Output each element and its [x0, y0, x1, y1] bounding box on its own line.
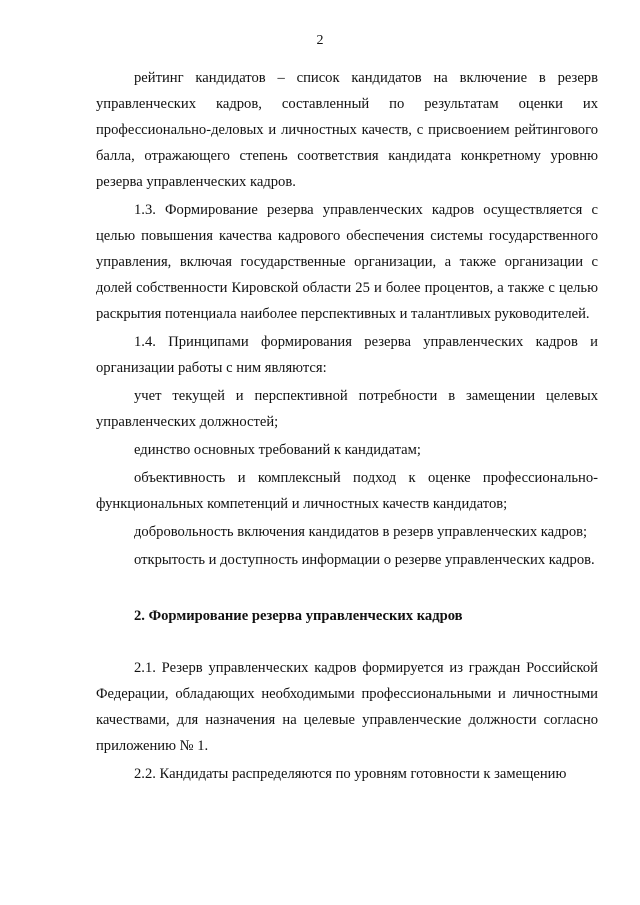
- principle-item: единство основных требований к кандидатам;: [134, 442, 421, 458]
- paragraph-rating-definition: рейтинг кандидатов – список кандидатов на включение в резерв управленческих кадров, составленный по результатам оценки их профессионально-деловых и личностных качеств, с присвоением рейтингового балла, отражающего степень соответствия кандидата конкретному уровню резерва управленческих кадров.: [96, 70, 598, 190]
- principle-item: объективность и комплексный подход к оценке профессионально-функциональных компетенций и личностных качеств кандидатов;: [96, 470, 598, 512]
- principle-item: добровольность включения кандидатов в резерв управленческих кадров;: [134, 524, 588, 540]
- paragraph-2-2: 2.2. Кандидаты распределяются по уровням готовности к замещению: [134, 766, 567, 782]
- paragraph-1-4: 1.4. Принципами формирования резерва управленческих кадров и организации работы с ним являются:: [96, 334, 598, 376]
- principle-item: учет текущей и перспективной потребности в замещении целевых управленческих должностей;: [96, 388, 598, 430]
- page-number: 2: [316, 33, 324, 48]
- section-heading: 2. Формирование резерва управленческих кадров: [134, 608, 463, 624]
- document-body: [96, 65, 598, 787]
- principle-item: открытость и доступность информации о резерве управленческих кадров.: [134, 552, 595, 568]
- paragraph-2-1: 2.1. Резерв управленческих кадров формируется из граждан Российской Федерации, обладающих необходимыми профессиональными и личностными качествами, для назначения на целевые управленческие должности согласно приложению № 1.: [96, 660, 598, 754]
- paragraph-1-3: 1.3. Формирование резерва управленческих кадров осуществляется с целью повышения качества кадрового обеспечения системы государственного управления, включая государственные организации, а также организации с долей собственности Кировской области 25 и более процентов, а также с целью раскрытия потенциала наиболее перспективных и талантливых руководителей.: [96, 202, 598, 322]
